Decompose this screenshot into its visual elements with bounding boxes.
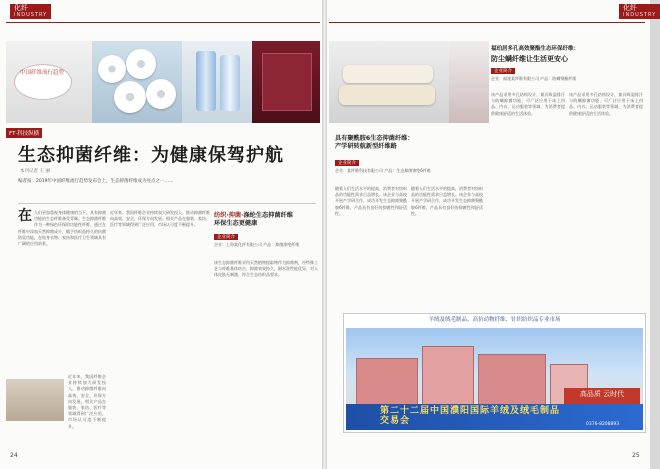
abstract-divider: [18, 203, 316, 204]
mid-body-text-a: 随着人们生活水平的提高，消费者对纺织品的功能性需求日益增长。该企业与高校开展产学研合作，成功开发生态抑菌聚酰胺6纤维，产品具有良好的抑菌性和舒适性。: [335, 186, 407, 216]
mid-title-prefix: 具有聚酰胺6生态抑菌纤维：: [335, 135, 414, 142]
company-bio-1: 企业：上海某化纤有限公司 产品：抑菌涤纶纤维: [214, 242, 300, 247]
body-text-1: 人们更加重视身体健康的当下，具有抑菌功能的生态纤维备受青睐。生态抑菌纤维作为一种绿色环保的功能性纤维，通过在纤维中添加天然抑菌成分，赋予纺织品持久的抗菌防臭功能，在贴身衣物、家纺和医疗卫生领域具有广阔的应用前景。: [18, 210, 106, 247]
ad-building-1: [356, 358, 418, 406]
subhead-1: [214, 212, 318, 228]
fabric-photo: [252, 41, 320, 123]
drop-cap: 在: [18, 208, 32, 224]
page-number-left: 24: [10, 452, 18, 459]
trade-fair-advertisement: [343, 313, 646, 433]
ad-banner-text: 第二十二届中国濮阳国际羊绒及绒毛制品交易会: [380, 406, 561, 426]
company-bio-2: 企业：某纤维科技有限公司 产品：生态抑菌锦纶6纤维: [335, 168, 431, 173]
company-tag-2: 企业简介: [335, 160, 359, 166]
bobbin-photo: [182, 41, 252, 123]
ad-phone: 0376-8208893: [586, 422, 620, 427]
right-article-title-1: 福珀居多孔高效聚酯生态环保纤维：: [491, 46, 580, 52]
article-headline: 生态抑菌纤维：为健康保驾护航: [18, 145, 284, 166]
section-tab-label: 化纤: [14, 4, 28, 12]
left-page: [0, 0, 322, 469]
section-tab: [10, 4, 51, 19]
company-tag-1: 企业简介: [214, 234, 238, 240]
company-bio-3: 企业：福建某纤维有限公司 产品：防螨聚酯纤维: [491, 76, 577, 81]
section-tab-right-en: INDUSTRY: [623, 11, 657, 18]
body-column-1: [18, 210, 106, 370]
company-tag-3: 企业简介: [491, 68, 515, 74]
page-number-right: 25: [632, 452, 640, 459]
mid-article-title: [335, 135, 475, 151]
ad-building-3: [478, 354, 546, 406]
body-text-1b: 近年来，我国纤维企业持续加大研发投入，推动抑菌纤维向高效、安全、环保方向发展。相关产品在服装、家纺、医疗等领域得到广泛应用，市场认可度不断提升。: [68, 374, 106, 429]
ad-top-text: 羊绒及绒毛制品、高仿动物纤维、针织纺织品专业市场: [428, 317, 561, 323]
header-rule-right: [329, 22, 645, 23]
logo-text: 中国纤维流行趋势: [20, 70, 65, 76]
yarn-photo: [92, 41, 182, 123]
body-column-3: [214, 260, 318, 446]
cup-photo: [449, 41, 489, 123]
section-kicker: FT·科技纵横: [6, 128, 42, 138]
product-photo: [6, 379, 64, 421]
section-tab-right-label: 化纤: [623, 4, 637, 12]
section-tab-right: [619, 4, 660, 19]
article-abstract: 编者按：2019年中国纤维流行趋势发布会上，生态抑菌纤维成为亮点之一……: [18, 179, 174, 184]
subhead-1-line2: 环保生态更健康: [214, 220, 258, 227]
mid-title-main: 产学研转航新型纤维路: [335, 143, 397, 150]
header-rule: [6, 22, 320, 23]
body-text-3: 该生态抑菌纤维采用天然植物提取物作为抑菌剂，经特殊工艺与纤维基体结合，抑菌效果持久，耐水洗性能优异，对人体皮肤无刺激，符合生态纺织品要求。: [214, 260, 318, 278]
article-byline: 本刊记者 王 丽: [20, 169, 50, 174]
subhead-1-line1: 涤纶生态抑菌纤维: [243, 212, 293, 219]
body-column-2: [110, 210, 210, 446]
right-body-col-b: [569, 92, 643, 304]
section-tab-en: INDUSTRY: [14, 11, 48, 18]
mid-body-text-b: 随着人们生活水平的提高，消费者对纺织品的功能性需求日益增长。该企业与高校开展产学研合作，成功开发生态抑菌聚酰胺6纤维，产品具有良好的抑菌性和舒适性。: [411, 186, 483, 216]
ad-banner: [346, 404, 643, 430]
right-article-title-2: 防尘螨纤维让生活更安心: [491, 55, 568, 63]
ad-building-2: [422, 346, 474, 406]
ad-market-photo: [346, 328, 643, 430]
mid-body-col-b: [411, 186, 483, 306]
right-body-col-a: [491, 92, 565, 304]
ad-slogan: 高品质 云时代: [564, 388, 640, 418]
mid-body-col-a: [335, 186, 407, 306]
subhead-1-prefix: 纺织·抑菌·: [214, 212, 244, 219]
right-body-text-a: 该产品采用多孔结构设计，兼具吸湿排汗与防螨抑菌功能，可广泛应用于床上用品、内衣、运动服装等领域，为消费者提供健康舒适的生活体验。: [491, 92, 565, 116]
right-body-text-b: 该产品采用多孔结构设计，兼具吸湿排汗与防螨抑菌功能，可广泛应用于床上用品、内衣、运动服装等领域，为消费者提供健康舒适的生活体验。: [569, 92, 643, 116]
body-text-2: 近年来，我国纤维企业持续加大研发投入，推动抑菌纤维向高效、安全、环保方向发展。相关产品在服装、家纺、医疗等领域得到广泛应用，市场认可度不断提升。: [110, 210, 210, 228]
pillow-photo: [329, 41, 449, 123]
